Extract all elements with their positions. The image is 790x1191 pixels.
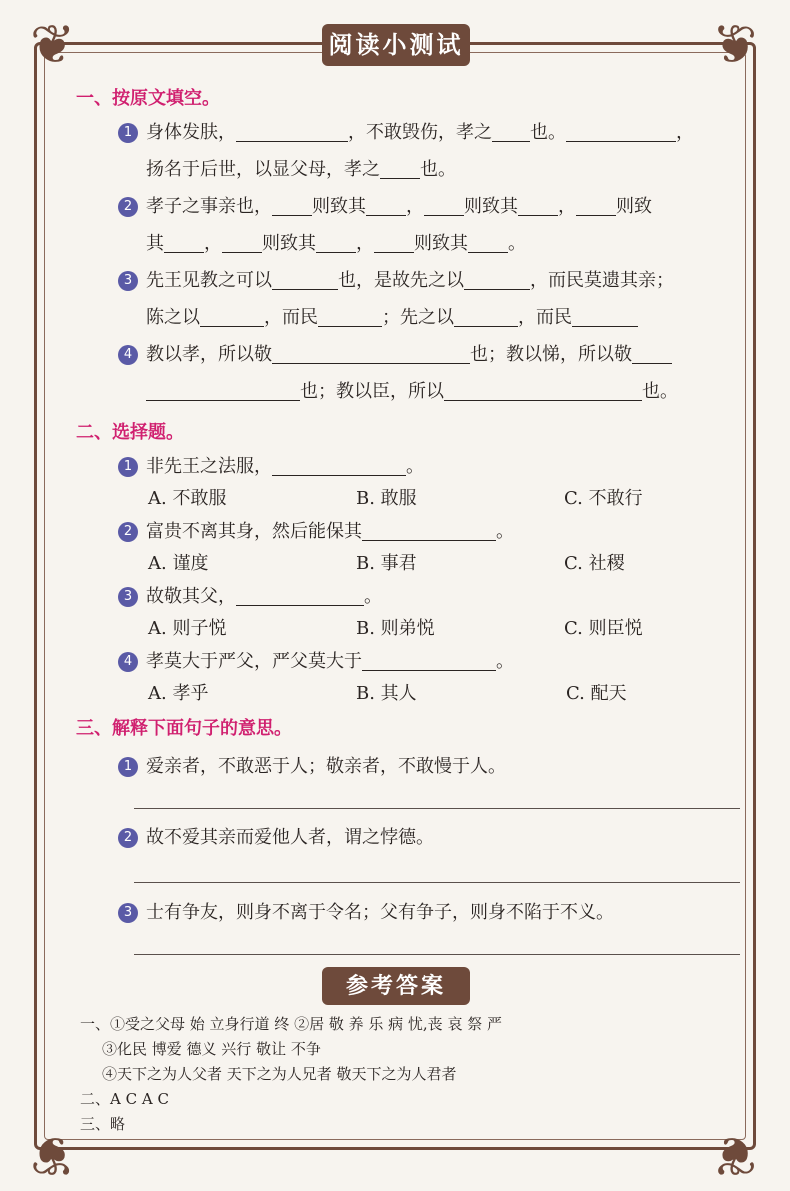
answer-blank[interactable] (164, 234, 204, 253)
answer-blank[interactable] (518, 197, 558, 216)
choice-option[interactable]: C. 配天 (566, 683, 627, 704)
choice-option[interactable]: A. 则子悦 (148, 618, 227, 639)
corner-flourish-icon: ❦ (30, 1124, 76, 1187)
answer-blank[interactable] (468, 234, 508, 253)
answer-blank[interactable] (318, 308, 382, 327)
section-heading-explain: 三、解释下面句子的意思。 (76, 718, 292, 739)
answer-blank[interactable] (222, 234, 262, 253)
corner-flourish-icon: ❦ (30, 13, 76, 76)
answer-blank[interactable] (444, 382, 642, 401)
section-heading-choice: 二、选择题。 (76, 422, 184, 443)
question-number-badge: 3 (118, 903, 138, 923)
question-number-badge: 1 (118, 757, 138, 777)
answer-blank[interactable] (362, 652, 496, 671)
answer-blank[interactable] (236, 587, 364, 606)
choice-option[interactable]: C. 不敢行 (564, 488, 643, 509)
answer-blank[interactable] (272, 457, 406, 476)
answer-blank[interactable] (200, 308, 264, 327)
answer-blank[interactable] (454, 308, 518, 327)
corner-flourish-icon: ❦ (712, 1124, 758, 1187)
question-number-badge: 2 (118, 828, 138, 848)
answer-line-5: 三、略 (80, 1115, 126, 1133)
answer-line[interactable] (134, 954, 740, 955)
fill-question-4-line2: 也；教以臣，所以 也。 (146, 377, 678, 403)
explain-item-3: 3 士有争友，则身不离于令名；父有争子，则身不陷于不义。 (118, 898, 614, 924)
answer-blank[interactable] (492, 123, 530, 142)
fill-question-4: 4 教以孝，所以敬 也；教以悌，所以敬 (118, 340, 672, 366)
answer-blank[interactable] (236, 123, 348, 142)
answer-blank[interactable] (464, 271, 530, 290)
choice-question-2: 2 富贵不离其身，然后能保其 。 (118, 517, 514, 543)
answer-blank[interactable] (424, 197, 464, 216)
answer-blank[interactable] (316, 234, 356, 253)
choice-option[interactable]: C. 社稷 (564, 553, 625, 574)
choice-question-3: 3 故敬其父， 。 (118, 582, 382, 608)
fill-question-3: 3 先王见教之可以 也，是故先之以 ，而民莫遗其亲； (118, 266, 674, 292)
explain-item-2: 2 故不爱其亲而爱他人者，谓之悖德。 (118, 823, 434, 849)
choice-option[interactable]: A. 谨度 (148, 553, 209, 574)
section-heading-fill: 一、按原文填空。 (76, 88, 220, 109)
choice-option[interactable]: A. 不敢服 (148, 488, 227, 509)
choice-question-1: 1 非先王之法服， 。 (118, 452, 424, 478)
answer-blank[interactable] (146, 382, 300, 401)
answers-title: 参考答案 (322, 967, 470, 1005)
answer-line[interactable] (134, 808, 740, 809)
choice-option[interactable]: B. 其人 (356, 683, 417, 704)
answer-blank[interactable] (272, 271, 338, 290)
question-number-badge: 3 (118, 587, 138, 607)
question-number-badge: 3 (118, 271, 138, 291)
question-number-badge: 4 (118, 345, 138, 365)
answer-blank[interactable] (374, 234, 414, 253)
question-number-badge: 4 (118, 652, 138, 672)
fill-question-1: 1 身体发肤， ，不敢毁伤，孝之 也。 ， (118, 118, 694, 144)
choice-question-4: 4 孝莫大于严父，严父莫大于 。 (118, 647, 514, 673)
choice-option[interactable]: B. 敢服 (356, 488, 417, 509)
choice-option[interactable]: A. 孝乎 (148, 683, 209, 704)
answer-blank[interactable] (272, 345, 470, 364)
answer-line[interactable] (134, 882, 740, 883)
answer-line-4: 二、A C A C (80, 1090, 169, 1108)
answer-line-2: ③化民 博爱 德义 兴行 敬让 不争 (102, 1040, 321, 1058)
answer-blank[interactable] (362, 522, 496, 541)
answer-blank[interactable] (632, 345, 672, 364)
question-number-badge: 1 (118, 457, 138, 477)
answer-blank[interactable] (380, 160, 420, 179)
fill-question-3-line2: 陈之以 ，而民 ；先之以 ，而民 (146, 303, 638, 329)
answer-line-1: 一、①受之父母 始 立身行道 终 ②居 敬 养 乐 病 忧,丧 哀 祭 严 (80, 1015, 502, 1033)
choice-option[interactable]: B. 事君 (356, 553, 417, 574)
answer-line-3: ④天下之为人父者 天下之为人兄者 敬天下之为人君者 (102, 1065, 457, 1083)
page-title: 阅读小测试 (322, 24, 470, 66)
answer-blank[interactable] (566, 123, 676, 142)
fill-question-1-line2: 扬名于后世，以显父母，孝之 也。 (146, 159, 456, 180)
fill-question-2: 2 孝子之事亲也， 则致其 ， 则致其 ， 则致 (118, 192, 652, 218)
explain-item-1: 1 爱亲者，不敢恶于人；敬亲者，不敢慢于人。 (118, 752, 506, 778)
corner-flourish-icon: ❦ (712, 13, 758, 76)
question-number-badge: 1 (118, 123, 138, 143)
question-number-badge: 2 (118, 197, 138, 217)
answer-blank[interactable] (576, 197, 616, 216)
answer-blank[interactable] (366, 197, 406, 216)
fill-question-2-line2: 其 ， 则致其 ， 则致其 。 (146, 233, 526, 254)
answer-blank[interactable] (572, 308, 638, 327)
question-number-badge: 2 (118, 522, 138, 542)
answer-blank[interactable] (272, 197, 312, 216)
choice-option[interactable]: C. 则臣悦 (564, 618, 643, 639)
choice-option[interactable]: B. 则弟悦 (356, 618, 435, 639)
